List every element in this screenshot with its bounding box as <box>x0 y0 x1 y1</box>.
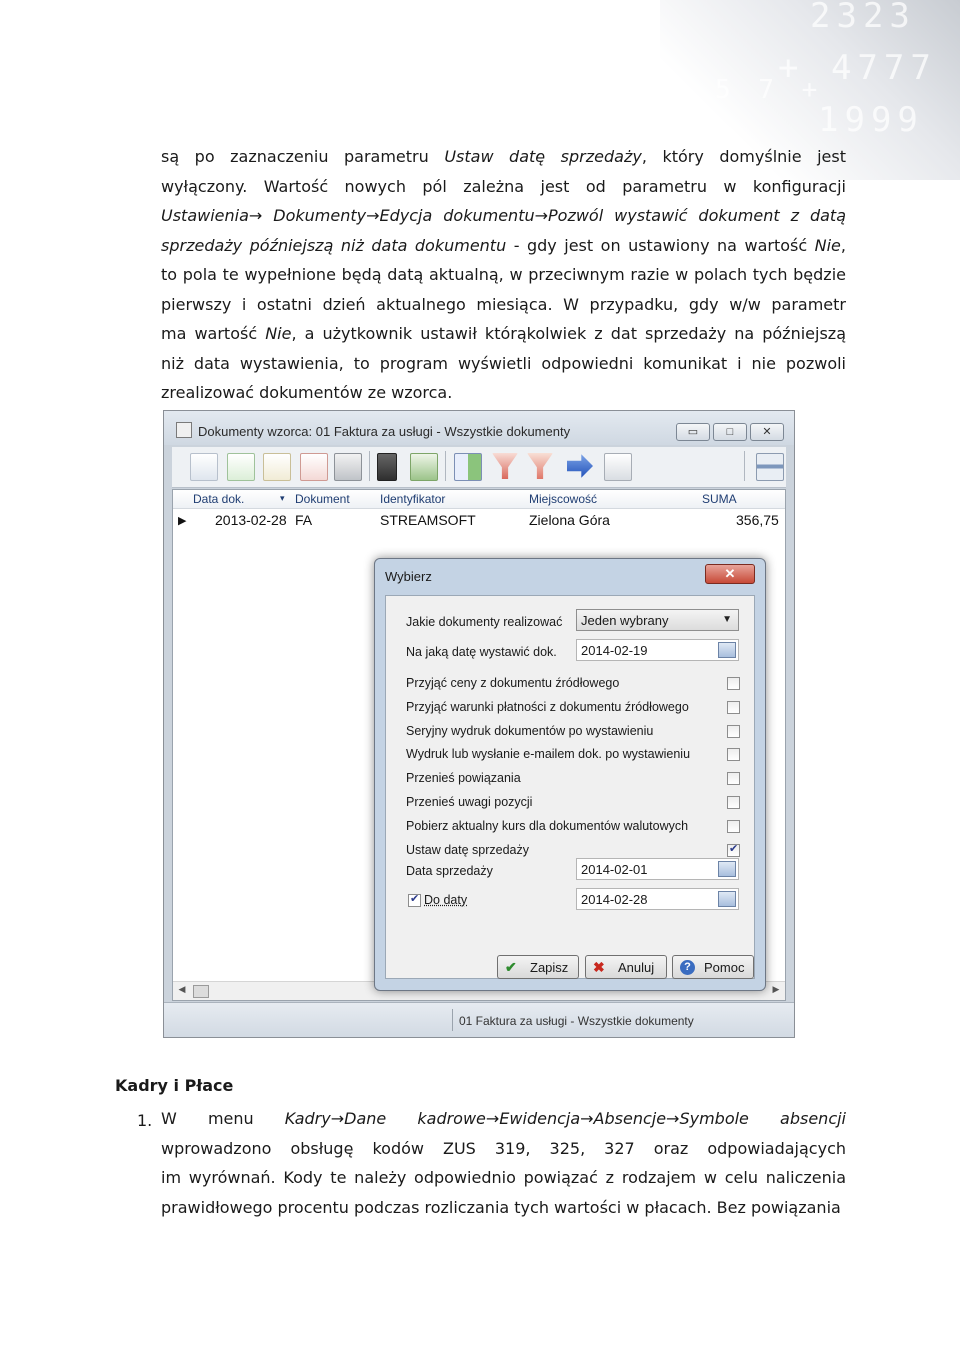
text-line <box>161 231 846 261</box>
option-checkbox[interactable] <box>727 725 740 738</box>
option-checkbox[interactable] <box>727 701 740 714</box>
copy-icon[interactable] <box>410 453 438 481</box>
status-bar <box>164 1002 794 1037</box>
help-button-label: Pomoc <box>704 960 745 975</box>
text-line <box>161 290 846 320</box>
option-checkbox[interactable] <box>727 772 740 785</box>
option-label: Przyjąć warunki płatności z dokumentu źródłowego <box>406 700 689 714</box>
layout-icon[interactable] <box>756 453 784 481</box>
cell-identifier: STREAMSOFT <box>380 512 476 528</box>
text-segment: pierwszy i ostatni dzień aktualnego miesiąca. W przypadku, gdy w/w parametr <box>161 294 846 314</box>
option-label: Pobierz aktualny kurs dla dokumentów walutowych <box>406 819 689 833</box>
scroll-right-icon[interactable]: ▶ <box>772 984 780 994</box>
text-line <box>161 172 846 202</box>
scroll-thumb[interactable] <box>193 985 209 998</box>
text-line <box>161 1104 846 1134</box>
status-text: 01 Faktura za usługi - Wszystkie dokumenty <box>459 1014 694 1028</box>
column-header-sum[interactable]: SUMA <box>702 492 737 506</box>
chevron-down-icon: ▼ <box>722 614 732 625</box>
window-titlebar <box>164 411 794 445</box>
text-segment: wyłączony. Wartość nowych pól zależna jest od parametru w konfiguracji <box>161 176 846 196</box>
sale-date-label: Data sprzedaży <box>406 864 493 878</box>
delete-icon[interactable] <box>300 453 328 481</box>
column-header-date[interactable]: Data dok. <box>193 492 245 506</box>
help-icon: ? <box>680 960 695 975</box>
to-date-checkbox[interactable] <box>408 894 421 907</box>
option-label: Przyjąć ceny z dokumentu źródłowego <box>406 676 620 690</box>
toolbar-separator <box>445 451 446 481</box>
add-icon[interactable] <box>227 453 255 481</box>
cell-document: FA <box>295 512 313 528</box>
scroll-left-icon[interactable]: ◀ <box>178 984 186 994</box>
deco-digits-2: + 4777 <box>778 48 937 88</box>
text-line <box>161 1134 846 1164</box>
text-line <box>161 260 846 290</box>
text-segment: Nie <box>814 235 841 255</box>
choose-dialog <box>374 558 766 991</box>
minimize-button[interactable]: ▭ <box>676 423 710 441</box>
text-segment: wprowadzono obsługę kodów ZUS 319, 325, 327 oraz odpowiadających <box>161 1138 846 1158</box>
check-icon: ✔ <box>505 959 517 975</box>
cell-city: Zielona Góra <box>529 512 610 528</box>
column-header-city[interactable]: Miejscowość <box>529 492 598 506</box>
text-segment: prawidłowego procentu podczas rozliczania tych wartości w płacach. Bez powiązania <box>161 1197 841 1217</box>
text-segment: Nie <box>265 324 292 343</box>
cancel-icon: ✖ <box>593 959 605 975</box>
option-checkbox[interactable] <box>727 820 740 833</box>
status-divider <box>452 1009 453 1031</box>
cell-date: 2013-02-28 <box>215 512 287 528</box>
to-date-label[interactable]: Do daty <box>424 893 468 907</box>
text-segment: Kadry→Dane kadrowe→Ewidencja→Absencje→Symbole absencji <box>284 1109 846 1128</box>
document-icon[interactable] <box>377 453 397 481</box>
text-line <box>161 1163 846 1193</box>
option-label: Ustaw datę sprzedaży <box>406 843 529 857</box>
issue-date-field[interactable] <box>576 639 739 661</box>
grid-header <box>173 490 785 509</box>
text-line <box>161 349 846 379</box>
paragraph-payroll <box>161 1104 846 1222</box>
text-segment: , a użytkownik ustawił którąkolwiek z dat sprzedaży na późniejszą <box>291 324 846 343</box>
edit-icon[interactable] <box>263 453 291 481</box>
realize-label: Jakie dokumenty realizować <box>406 615 563 629</box>
text-segment: ma wartość <box>161 324 266 343</box>
text-segment: W menu <box>161 1109 285 1128</box>
dialog-body <box>385 595 755 979</box>
dialog-title: Wybierz <box>385 569 432 584</box>
text-line <box>161 319 846 349</box>
filter-clear-icon[interactable] <box>527 453 553 479</box>
text-line <box>161 201 846 231</box>
text-segment: niż data wystawienia, to program wyświetli odpowiedni komunikat i nie pozwoli <box>161 353 846 373</box>
text-segment: Ustawienia→ Dokumenty→Edycja dokumentu→Pozwól wystawić dokument z datą <box>161 206 846 225</box>
text-segment: im wyrównań. Kody te należy odpowiednio powiązać z rodzajem w celu naliczenia <box>161 1168 846 1187</box>
toolbar <box>172 447 786 488</box>
toolbar-separator <box>369 451 370 481</box>
sale-date-value: 2014-02-01 <box>581 862 648 877</box>
sale-date-field[interactable] <box>576 858 739 880</box>
calendar-icon[interactable] <box>718 861 736 877</box>
row-pointer-icon: ▶ <box>178 515 187 527</box>
option-checkbox[interactable] <box>727 677 740 690</box>
text-segment: to pola te wypełnione będą datą aktualną, w przeciwnym razie w polach tych będzie <box>161 265 846 284</box>
sort-icon[interactable] <box>454 453 482 481</box>
option-checkbox[interactable] <box>727 796 740 809</box>
close-button[interactable]: ✕ <box>750 423 784 441</box>
option-label: Przenieś powiązania <box>406 771 521 785</box>
cancel-button-label: Anuluj <box>618 960 655 975</box>
deco-digits-1: 2323 <box>810 0 916 36</box>
text-segment: są po zaznaczeniu parametru <box>161 147 445 166</box>
text-segment: Ustaw datę sprzedaży <box>444 147 642 166</box>
preview-icon[interactable] <box>190 453 218 481</box>
app-icon <box>176 422 192 438</box>
text-segment: , który domyślnie jest <box>641 147 847 166</box>
dialog-close-button[interactable]: ✕ <box>705 564 755 584</box>
toolbar-separator <box>744 451 745 481</box>
option-label: Seryjny wydruk dokumentów po wystawieniu <box>406 724 654 738</box>
forward-arrow-icon[interactable] <box>567 453 593 479</box>
window-title: Dokumenty wzorca: 01 Faktura za usługi - Wszystkie dokumenty <box>198 424 571 439</box>
issue-date-label: Na jaką datę wystawić dok. <box>406 645 557 659</box>
text-line <box>161 1193 846 1223</box>
table-row[interactable] <box>173 509 785 531</box>
text-segment: sprzedaży późniejszą niż data dokumentu <box>161 235 507 255</box>
save-button[interactable] <box>497 955 579 979</box>
calendar-icon[interactable] <box>718 642 736 658</box>
section-heading: Kadry i Płace <box>115 1076 234 1095</box>
text-segment: zrealizować dokumentów ze wzorca. <box>161 383 453 402</box>
text-line <box>161 378 846 408</box>
paragraph-intro <box>161 142 846 408</box>
option-checkbox[interactable] <box>727 748 740 761</box>
pages-icon[interactable] <box>604 453 632 481</box>
maximize-button[interactable]: □ <box>713 423 747 441</box>
text-segment: - gdy jest on ustawiony na wartość <box>506 235 815 255</box>
cell-sum: 356,75 <box>736 512 779 528</box>
issue-date-value: 2014-02-19 <box>581 643 648 658</box>
help-button[interactable] <box>672 955 754 979</box>
column-header-identifier[interactable]: Identyfikator <box>380 492 446 506</box>
to-date-field[interactable] <box>576 888 739 910</box>
cancel-button[interactable] <box>585 955 667 979</box>
calendar-icon[interactable] <box>718 891 736 907</box>
option-label: Wydruk lub wysłanie e-mailem dok. po wystawieniu <box>406 747 691 761</box>
realize-select[interactable] <box>576 609 739 631</box>
deco-digits-3: 5 7 + <box>715 75 824 105</box>
text-segment: , <box>840 235 846 255</box>
sort-indicator-icon: ▾ <box>280 493 285 503</box>
text-line <box>161 142 846 172</box>
option-label: Przenieś uwagi pozycji <box>406 795 533 809</box>
option-checkbox[interactable] <box>727 844 740 857</box>
realize-value: Jeden wybrany <box>581 613 669 628</box>
list-number: 1. <box>137 1111 153 1130</box>
save-button-label: Zapisz <box>530 960 569 975</box>
to-date-value: 2014-02-28 <box>581 892 648 907</box>
filter-icon[interactable] <box>492 453 518 479</box>
deco-digits-4: 1999 <box>818 100 924 140</box>
column-header-document[interactable]: Dokument <box>295 492 350 506</box>
print-icon[interactable] <box>334 453 362 481</box>
